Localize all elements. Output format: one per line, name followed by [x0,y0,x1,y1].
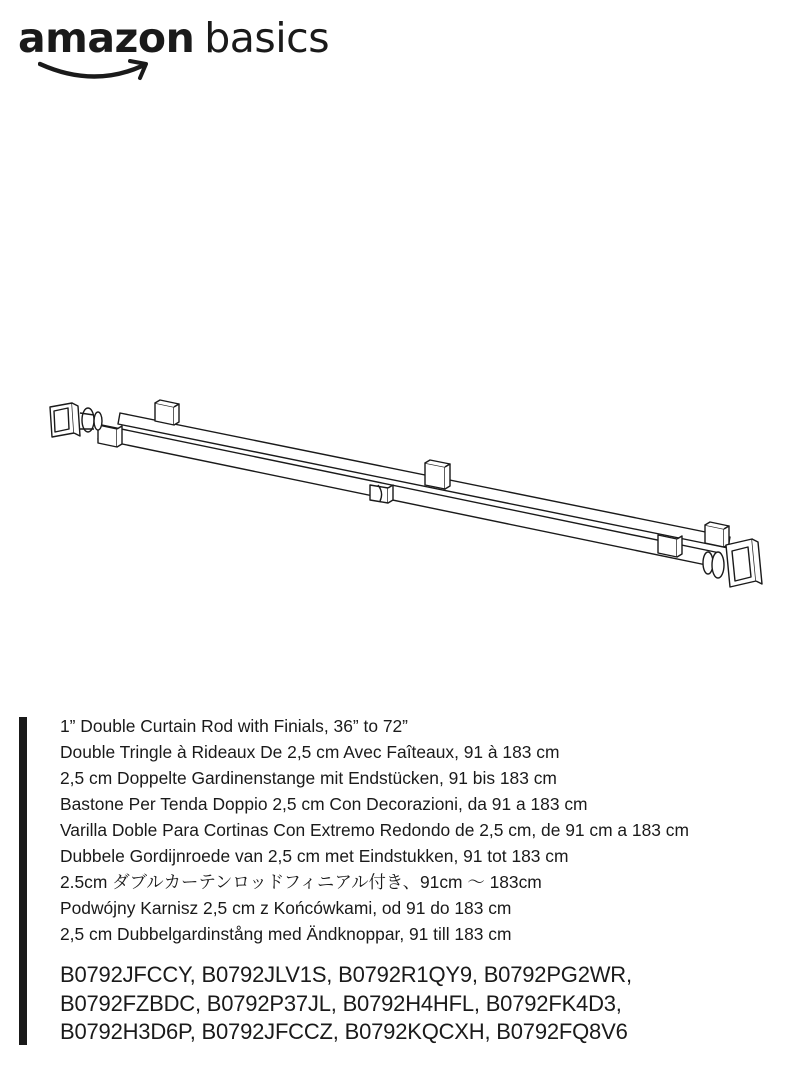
logo-word-basics: basics [204,14,330,62]
model-codes-line-1: B0792JFCCY, B0792JLV1S, B0792R1QY9, B0792PG2WR, [60,962,632,987]
title-nl: Dubbele Gordijnroede van 2,5 cm met Eindstukken, 91 tot 183 cm [60,846,569,866]
model-codes [60,961,800,1047]
product-titles [60,713,800,947]
curtain-rod-illustration [40,385,770,615]
left-finial [50,403,102,437]
amazon-basics-logo [18,14,338,88]
front-rod [98,425,720,567]
title-en: 1” Double Curtain Rod with Finials, 36” to 72” [60,716,408,736]
title-ja: 2.5cm ダブルカーテンロッドフィニアル付き、91cm ～ 183cm [60,872,542,892]
title-fr: Double Tringle à Rideaux De 2,5 cm Avec Faîteaux, 91 à 183 cm [60,742,560,762]
right-finial [703,539,762,587]
model-codes-line-3: B0792H3D6P, B0792JFCCZ, B0792KQCXH, B0792FQ8V6 [60,1019,628,1044]
logo-word-amazon: amazon [18,14,195,62]
right-rear-bracket [705,522,729,547]
title-sv: 2,5 cm Dubbelgardinstång med Ändknoppar, 91 till 183 cm [60,924,512,944]
amazon-smile-icon [38,58,158,84]
title-side-bar [19,717,27,1045]
title-pl: Podwójny Karnisz 2,5 cm z Końcówkami, od 91 do 183 cm [60,898,512,918]
right-front-bracket [658,535,682,557]
back-rod [118,413,730,548]
left-rear-bracket [155,400,179,425]
logo-wordmark [18,14,338,62]
title-it: Bastone Per Tenda Doppio 2,5 cm Con Decorazioni, da 91 a 183 cm [60,794,588,814]
model-codes-line-2: B0792FZBDC, B0792P37JL, B0792H4HFL, B0792FK4D3, [60,990,622,1016]
title-de: 2,5 cm Doppelte Gardinenstange mit Endstücken, 91 bis 183 cm [60,768,557,788]
left-front-bracket [98,425,122,447]
title-es: Varilla Doble Para Cortinas Con Extremo Redondo de 2,5 cm, de 91 cm a 183 cm [60,820,689,840]
